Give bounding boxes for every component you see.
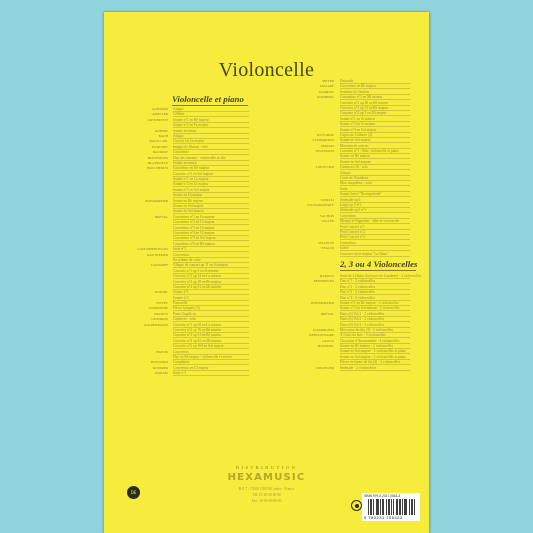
section-heading-cello-piano: Violoncelle et piano <box>172 94 244 104</box>
composer-name: HAENDEL <box>317 344 334 349</box>
composer-name: BRÉVAL <box>154 214 168 219</box>
barcode-bar <box>388 499 389 515</box>
work-title: Duo en Ré majeur - violoncelle et violon <box>173 355 249 360</box>
page-title: Violoncelle <box>218 59 315 81</box>
work-title: Duos (6) Vol.1 - 2 violoncelles <box>340 312 410 317</box>
barcode-bar <box>409 499 410 515</box>
barcode-bar <box>389 499 390 515</box>
work-title: Concerto n°4 op 5 en Mi majeur <box>340 111 410 116</box>
work-title: Pièces lyriques (3) <box>173 306 249 311</box>
composer-name: KUMMER <box>152 365 168 370</box>
barcode-bar <box>393 499 394 515</box>
ean-number: 9 790231 705423 <box>364 515 403 520</box>
composer-name: FOMBONNE <box>148 306 168 311</box>
barcode-bar <box>400 499 401 515</box>
work-title: Duo n°3 - 2 violoncelles <box>340 290 410 295</box>
work-title: Panis Angelicus <box>173 312 249 317</box>
work-title: Concertino <box>173 253 249 258</box>
work-title: Conte de l'Irradiant <box>340 176 410 181</box>
composer-name: MEYER <box>322 79 334 83</box>
work-title: Sonate n°2 en Sol mineur - 2 violoncelles <box>340 306 410 311</box>
work-title: Concertino n°2 en Ut majeur <box>173 220 249 225</box>
work-title: Concertino n°5 en Sol majeur <box>173 236 249 241</box>
composer-name: D'AMBROSIO <box>313 327 334 332</box>
barcode-bar <box>386 499 387 515</box>
work-title: Sonate n°1 <box>173 290 249 295</box>
work-title: Petit Concert n°3 <box>340 235 410 240</box>
composer-name: GENDRON <box>151 317 168 322</box>
work-title: Sonate n°2 <box>173 296 249 301</box>
work-title: Sérénade - 2 violoncelles <box>340 366 410 371</box>
barcode-bar <box>373 499 374 515</box>
address-line: B.P. 7 - 75461 CRONE cedex - France <box>238 487 295 491</box>
work-title: Sonate n°1 en Ré majeur - 2 violoncelles <box>340 301 410 306</box>
composer-name: ALBINONI <box>151 107 168 111</box>
composer-name: VACHON <box>319 213 334 218</box>
work-title: Concertino en Ré majeur <box>340 84 410 89</box>
composer-name: AMELLER <box>151 112 168 117</box>
composer-name: RAMEAU <box>319 89 334 94</box>
composer-name: BAUDIOT <box>152 150 168 155</box>
work-title: Concerto n°2 op 38 en Ré mineur <box>340 101 410 106</box>
barcode-bar <box>371 499 372 515</box>
work-title: Cadences (4) - solo <box>340 165 410 170</box>
barcode-bar <box>397 499 398 515</box>
composer-name: SAMMARTINI <box>312 138 334 143</box>
composer-name: GLUCK <box>322 338 334 343</box>
barcode-bar <box>399 499 400 515</box>
barcode-bar <box>380 499 381 515</box>
work-title: Pièces en forme de fin (4) - 2 violoncelles <box>340 360 410 365</box>
composer-name: BRÉVAL <box>320 311 334 316</box>
barcode-bar <box>411 499 412 515</box>
work-title: Sonate n°3 en Sol majeur <box>173 188 249 193</box>
ismn-number: ISMN 979-0-2317-0542-3 <box>364 494 401 498</box>
work-title: Concertino n°6 en Ré majeur <box>173 242 249 247</box>
composer-name: TELEMANN <box>315 149 334 154</box>
work-title: Cadences - solo <box>173 317 249 322</box>
barcode-bar <box>402 499 403 515</box>
work-title: Suite de 4 (Suite d'oeuvres de 4 maîtres) - 4 violoncelles <box>340 274 422 278</box>
work-title: Concerto n°4 op 82 en Mi mineur <box>173 339 249 344</box>
work-title: Concertino en Ut majeur <box>173 366 249 371</box>
work-title: Sonate en Sol majeur <box>340 160 410 165</box>
composer-name: MOZART <box>319 84 334 89</box>
distribution-label: DISTRIBUTION <box>235 465 298 470</box>
work-title: Sonate en Sol mineur <box>173 209 249 214</box>
composer-name: BOISMORTIER <box>145 198 168 203</box>
work-title: Duo n°2 - 2 violoncelles <box>340 285 410 290</box>
composer-name: VIVALDI <box>320 246 334 251</box>
work-title: Sonate en Ut majeur <box>173 193 249 198</box>
composer-name: ROMBERG <box>317 95 334 100</box>
fax-line: Fax : 01 60 00 00 00 <box>251 499 282 503</box>
work-title: Sonate n°2 en Fa majeur <box>173 123 249 128</box>
composer-name: DAUTREMER <box>146 252 168 257</box>
work-title: Adagio <box>173 107 249 112</box>
work-title: En rythme de valse <box>173 258 249 263</box>
section-rule <box>172 105 248 106</box>
work-title: Duo n°4 - 2 violoncelles <box>340 296 410 301</box>
work-title: Concerto n°3 op 31 en Ré majeur <box>340 106 410 111</box>
work-title: Largo op 5 n°1 <box>340 203 410 208</box>
barcode-bar <box>406 499 407 515</box>
work-title: Concerto n°1 op 5 en Si mineur <box>173 269 249 274</box>
composer-name: AUBERT <box>154 128 168 133</box>
work-title: Concerto en fa majeur "La Notte" <box>340 252 410 257</box>
composer-name: BARCHET <box>152 144 168 149</box>
work-title: Concertino en Ré majeur <box>173 166 249 171</box>
work-title: Petit Concert n°2 <box>340 230 410 235</box>
work-title: Chaconne d'Amusements - 4 violoncelles <box>340 339 410 344</box>
publisher-logo-icon: DE <box>127 486 140 499</box>
work-title: Concertino <box>173 350 249 355</box>
work-title: Images de Mozart - solo <box>173 145 249 150</box>
work-title: Duo des lunettes - violoncelle et alto <box>173 156 249 161</box>
work-title: Sérénade op 6 <box>340 198 410 203</box>
copyright-logo-icon <box>351 500 362 511</box>
work-title: Sonatine de l'ancien <box>340 90 410 95</box>
work-title: Suite n°1 <box>173 371 249 376</box>
barcode-bar <box>391 499 392 515</box>
work-title: Menuet et Rigaudon - flûte et violoncelle <box>340 219 410 224</box>
work-title: Mon cinquième - solo <box>340 181 410 186</box>
work-title: Sonate ancienne <box>173 161 249 166</box>
work-title: Concerto n°1 - flûte, violoncelle et piano <box>340 149 410 154</box>
work-title: Duo n°1 - 2 violoncelles <box>340 279 410 284</box>
work-title: Sonate ancienne <box>173 129 249 134</box>
work-title: Adagio <box>340 171 410 176</box>
work-title: Sonate en Sol majeur <box>173 204 249 209</box>
work-title: Sérénade op 6 n°1 <box>340 208 410 213</box>
work-title: Concertino <box>340 214 410 219</box>
work-title: Concerto n°6 op 104 en Sol majeur <box>173 344 249 349</box>
work-title: Sonate n°2 en Ut majeur <box>173 182 249 187</box>
work-title: Sonate en Ré mineur - 2 violoncelles <box>340 344 410 349</box>
work-title: Sonate n°1 en Ré majeur <box>173 118 249 123</box>
barcode-bar <box>404 499 405 515</box>
work-title: Sonate en Ré majeur <box>340 154 410 159</box>
work-title: Morceaux faciles (3) - 2 violoncelles <box>340 328 410 333</box>
work-title: Pastorelle <box>173 301 249 306</box>
composer-name: ANTONIOTTI <box>147 117 168 122</box>
work-title: Suite <box>340 187 410 192</box>
composer-name: BEETHOVEN <box>147 155 168 160</box>
work-title: Concerto n°3 op 18 en Ré majeur <box>173 280 249 285</box>
composer-name: TSCHAIKOWSKY <box>306 202 334 207</box>
composer-name: CAIX D'HERVELOIS <box>137 247 168 252</box>
work-title: Concertino <box>173 150 249 155</box>
work-title: Sonate brève "Rossignolade" <box>340 192 410 197</box>
composer-name: BOCCHERINI <box>147 166 168 171</box>
composer-name: BACH <box>158 133 168 138</box>
work-title: Sonate n°1 en Si mineur <box>340 117 410 122</box>
barcode-bar <box>377 499 378 515</box>
barcode-bar <box>405 499 406 515</box>
work-title: Concertino n°1 en Mi mineur <box>340 95 410 100</box>
composer-name: BAROCK <box>319 274 334 278</box>
barcode-bar <box>378 499 379 515</box>
work-title: Duos (6) Vol.2 - 2 violoncelles <box>340 317 410 322</box>
work-title: À l'orée du bois - 3 violoncelles <box>340 333 410 338</box>
work-title: Célèbre <box>173 112 249 117</box>
composer-name: HAYDN <box>156 349 168 354</box>
composer-name: DAVIDOFF <box>151 263 168 268</box>
work-title: Concerto n°2 en Sol majeur <box>173 172 249 177</box>
composer-name: TORTELIER <box>315 165 334 170</box>
barcode-bar <box>412 499 413 515</box>
work-title: Concert en La majeur <box>173 139 249 144</box>
composer-name: VILLETTE <box>317 240 334 245</box>
work-title: Pastorale <box>340 79 410 84</box>
work-title: Concertino <box>340 241 410 246</box>
composer-name: DUPORT <box>154 290 168 295</box>
composer-name: RUYGROK <box>317 132 334 137</box>
work-title: Concerto n°1 op 65 en La mineur <box>173 323 249 328</box>
work-title: Concerto n°3 op 51 en Ré mineur <box>173 333 249 338</box>
composer-name: BOISMORTIER <box>311 300 334 305</box>
work-title: Sonate en Ré majeur <box>173 199 249 204</box>
section-rule <box>340 270 416 271</box>
work-title: Concertino n°3 en Ut majeur <box>173 226 249 231</box>
section-heading-multiple-cellos: 2, 3 ou 4 Violoncelles <box>340 259 418 269</box>
barcode-bar <box>414 499 415 515</box>
work-title: Suite n°2 <box>173 247 249 252</box>
barcode-bar <box>396 499 397 515</box>
composer-name: FIEVET <box>156 301 168 306</box>
barcode-bar <box>382 499 383 515</box>
composer-name: BEETHOVEN <box>313 279 334 284</box>
composer-name: DEPELSENAIRE <box>309 333 334 338</box>
work-title: Duos (6) Vol.3 - 2 violoncelles <box>340 323 410 328</box>
composer-name: TORTELIER <box>315 365 334 370</box>
barcode-bar <box>376 499 377 515</box>
barcode-bars-icon <box>368 499 416 515</box>
work-title: Adagio <box>173 134 249 139</box>
composer-name: TOSELLI <box>320 197 334 202</box>
composer-name: BLAINVILLE <box>147 160 168 165</box>
work-title: Concertino n°1 en Fa majeur <box>173 215 249 220</box>
composer-name: GOLDERMANN <box>143 322 168 327</box>
distributor-logo: HEXAMUSIC <box>227 472 306 483</box>
composer-name: HOUDARD <box>151 360 168 365</box>
barcode-bar <box>370 499 371 515</box>
work-title: Capriccio Callasso (3) <box>340 133 410 138</box>
work-title: Sonate n°3 en Sol majeur <box>340 128 410 133</box>
composer-name: SERVAIS <box>320 143 334 148</box>
work-title: Morceau de concert <box>340 144 410 149</box>
composer-name: FRANCK <box>154 311 168 316</box>
score-back-cover <box>104 12 429 533</box>
work-title: Grave <box>340 246 410 251</box>
work-title: Concerto n°2 op 76 en Ré mineur <box>173 328 249 333</box>
phone-line: T.R. 01 60 00 00 00 <box>252 493 281 497</box>
barcode <box>362 493 420 521</box>
work-title: Sonate n°2 en Ut majeur <box>340 122 410 127</box>
work-title: Complainte <box>173 360 249 365</box>
work-title: Petit Concert n°1 <box>340 225 410 230</box>
work-title: Concerto n°4 op 31 en Mi mineur <box>173 285 249 290</box>
work-title: Sonate en Sol majeur - 2 violoncelles et piano <box>340 349 410 354</box>
work-title: Sonate n°1 en La majeur <box>173 177 249 182</box>
composer-name: MARAIS <box>154 371 168 376</box>
work-title: Concertino n°4 en Ut majeur <box>173 231 249 236</box>
barcode-bar <box>368 499 369 515</box>
work-title: Sonate en Sol majeur - 2 violoncelles et piano <box>340 355 410 360</box>
barcode-bar <box>383 499 384 515</box>
work-title: Concerto n°2 op 14 en La mineur <box>173 274 249 279</box>
work-title: Allegro de concert op 11 en Si mineur <box>173 263 249 268</box>
composer-name: VALLÉE <box>321 219 334 224</box>
work-title: Sonate en Sol majeur <box>340 138 410 143</box>
composer-name: BACH C.P.E. <box>149 139 168 144</box>
